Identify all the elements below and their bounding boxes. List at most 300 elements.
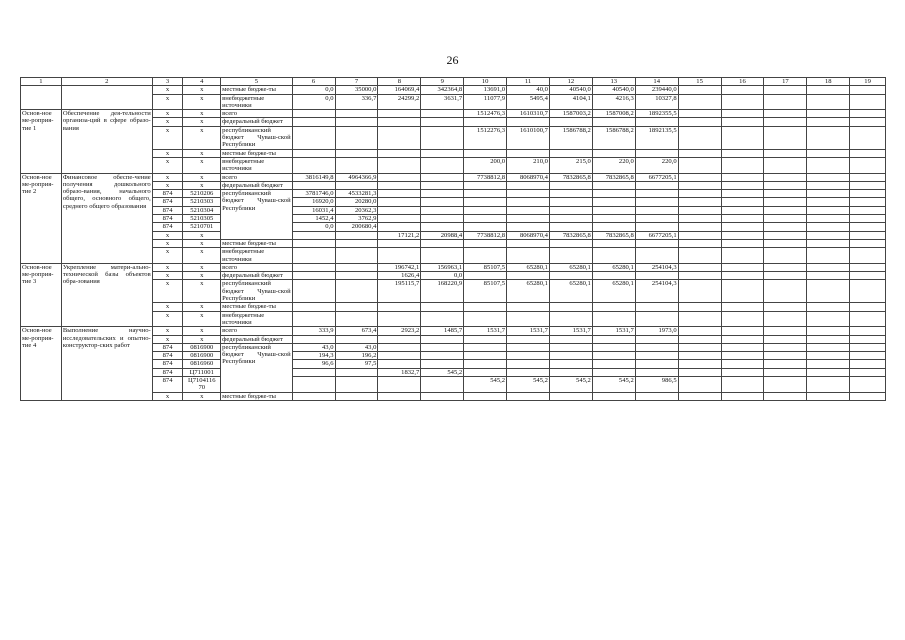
empty-cell [678, 126, 721, 149]
amount-cell [335, 280, 378, 303]
amount-cell: 0,0 [292, 86, 335, 94]
amount-cell [292, 248, 335, 264]
amount-cell [635, 215, 678, 223]
amount-cell [421, 239, 464, 247]
code-grbs-cell: х [152, 335, 183, 343]
code-cs-cell: х [183, 311, 221, 327]
empty-cell [764, 110, 807, 118]
amount-cell [292, 157, 335, 173]
empty-cell [850, 248, 886, 264]
amount-cell [421, 173, 464, 181]
amount-cell: 20988,4 [421, 231, 464, 239]
amount-cell [635, 360, 678, 368]
code-cs-cell: х [183, 303, 221, 311]
amount-cell [292, 280, 335, 303]
amount-cell [378, 311, 421, 327]
amount-cell [507, 335, 550, 343]
empty-cell [721, 311, 764, 327]
amount-cell: 200,0 [464, 157, 507, 173]
amount-cell [421, 206, 464, 214]
funding-source-cell: местные бюдже-ты [221, 86, 292, 94]
code-grbs-cell: 874 [152, 223, 183, 231]
funding-source-cell: внебюджетные источники [221, 157, 292, 173]
empty-cell [764, 368, 807, 376]
amount-cell: 65280,1 [592, 280, 635, 303]
code-grbs-cell: х [152, 126, 183, 149]
amount-cell [592, 248, 635, 264]
amount-cell [635, 392, 678, 400]
empty-cell [678, 352, 721, 360]
amount-cell: 1832,7 [378, 368, 421, 376]
empty-cell [678, 376, 721, 392]
amount-cell: 20280,0 [335, 198, 378, 206]
empty-cell [850, 231, 886, 239]
empty-cell [678, 110, 721, 118]
amount-cell [549, 190, 592, 198]
empty-cell [721, 263, 764, 271]
amount-cell [592, 149, 635, 157]
amount-cell: 1626,4 [378, 272, 421, 280]
amount-cell: 254104,3 [635, 263, 678, 271]
amount-cell: 1610100,7 [507, 126, 550, 149]
amount-cell: 1892355,5 [635, 110, 678, 118]
amount-cell [378, 157, 421, 173]
code-cs-cell: х [183, 86, 221, 94]
empty-cell [807, 149, 850, 157]
empty-cell [850, 126, 886, 149]
empty-cell [678, 335, 721, 343]
column-number: 4 [183, 78, 221, 86]
empty-cell [678, 392, 721, 400]
code-grbs-cell: х [152, 157, 183, 173]
amount-cell [464, 198, 507, 206]
code-cs-cell: х [183, 94, 221, 110]
code-grbs-cell: 874 [152, 352, 183, 360]
empty-cell [721, 392, 764, 400]
amount-cell [292, 376, 335, 392]
amount-cell [464, 181, 507, 189]
empty-cell [721, 157, 764, 173]
amount-cell: 7832865,8 [592, 173, 635, 181]
amount-cell: 3762,9 [335, 215, 378, 223]
funding-source-cell: федеральный бюджет [221, 118, 292, 126]
column-number: 9 [421, 78, 464, 86]
column-number: 2 [61, 78, 152, 86]
amount-cell [464, 206, 507, 214]
event-description-cell: Финансовое обеспе-чение получения дошкольного образо-вания, начального общего, основного общего, среднего общего образования [61, 173, 152, 263]
amount-cell: 6677205,1 [635, 173, 678, 181]
amount-cell: 7832865,8 [549, 173, 592, 181]
amount-cell [464, 368, 507, 376]
code-cs-cell: х [183, 248, 221, 264]
code-grbs-cell: х [152, 392, 183, 400]
amount-cell [292, 239, 335, 247]
empty-cell [678, 360, 721, 368]
column-number: 13 [592, 78, 635, 86]
amount-cell [592, 198, 635, 206]
empty-cell [850, 343, 886, 351]
column-number: 7 [335, 78, 378, 86]
empty-cell [721, 181, 764, 189]
funding-source-cell: внебюджетные источники [221, 94, 292, 110]
amount-cell: 40540,0 [592, 86, 635, 94]
amount-cell: 96,6 [292, 360, 335, 368]
amount-cell: 1587003,2 [549, 110, 592, 118]
empty-cell [850, 368, 886, 376]
amount-cell: 220,0 [592, 157, 635, 173]
funding-source-cell: республиканский бюджет Чуваш-ской Республики [222, 280, 291, 303]
empty-cell [807, 190, 850, 198]
amount-cell: 16031,4 [292, 206, 335, 214]
funding-source-cell: внебюджетные источники [221, 311, 292, 327]
code-cs-cell: х [183, 173, 221, 181]
amount-cell [335, 231, 378, 239]
empty-cell [678, 272, 721, 280]
amount-cell [549, 223, 592, 231]
empty-cell [764, 360, 807, 368]
amount-cell [464, 215, 507, 223]
amount-cell [549, 118, 592, 126]
empty-cell [807, 376, 850, 392]
amount-cell: 85107,5 [464, 280, 507, 303]
amount-cell: 239440,0 [635, 86, 678, 94]
table-row [21, 86, 886, 94]
empty-cell [678, 215, 721, 223]
amount-cell [464, 335, 507, 343]
amount-cell [378, 190, 421, 198]
amount-cell: 2923,2 [378, 327, 421, 335]
amount-cell [378, 118, 421, 126]
code-grbs-cell: х [152, 110, 183, 118]
amount-cell: 3781746,0 [292, 190, 335, 198]
amount-cell: 7738812,8 [464, 231, 507, 239]
code-cs-cell: х [183, 149, 221, 157]
amount-cell: 545,2 [507, 376, 550, 392]
empty-cell [807, 215, 850, 223]
code-cs-cell: 5210701 [183, 223, 221, 231]
empty-cell [807, 327, 850, 335]
amount-cell: 20362,3 [335, 206, 378, 214]
empty-cell [807, 343, 850, 351]
amount-cell [421, 360, 464, 368]
code-grbs-cell: 874 [152, 376, 183, 392]
code-cs-cell: х [183, 272, 221, 280]
amount-cell [635, 190, 678, 198]
amount-cell [421, 376, 464, 392]
amount-cell: 97,5 [335, 360, 378, 368]
table-row [21, 327, 886, 335]
empty-cell [807, 392, 850, 400]
amount-cell [335, 272, 378, 280]
empty-cell [850, 360, 886, 368]
column-number: 10 [464, 78, 507, 86]
amount-cell [635, 149, 678, 157]
amount-cell: 545,2 [549, 376, 592, 392]
funding-source-cell: внебюджетные источники [221, 248, 292, 264]
code-grbs-cell: х [152, 248, 183, 264]
amount-cell [464, 149, 507, 157]
code-grbs-cell: х [152, 181, 183, 189]
amount-cell: 215,0 [549, 157, 592, 173]
code-grbs-cell: 874 [152, 360, 183, 368]
amount-cell [335, 263, 378, 271]
empty-cell [721, 190, 764, 198]
column-number: 5 [221, 78, 292, 86]
empty-cell [721, 173, 764, 181]
funding-source-cell: местные бюдже-ты [221, 149, 292, 157]
funding-source-cell: местные бюдже-ты [221, 392, 292, 400]
code-cs-cell: х [183, 110, 221, 118]
amount-cell: 0,0 [292, 94, 335, 110]
amount-cell [635, 303, 678, 311]
amount-cell [378, 206, 421, 214]
amount-cell [635, 368, 678, 376]
empty-cell [678, 223, 721, 231]
column-number: 19 [850, 78, 886, 86]
empty-cell [850, 263, 886, 271]
amount-cell: 43,0 [292, 343, 335, 351]
empty-cell [807, 280, 850, 303]
empty-cell [850, 149, 886, 157]
empty-cell [850, 280, 886, 303]
amount-cell [335, 157, 378, 173]
amount-cell [507, 181, 550, 189]
empty-cell [678, 248, 721, 264]
amount-cell [378, 110, 421, 118]
empty-cell [764, 231, 807, 239]
amount-cell: 1610310,7 [507, 110, 550, 118]
amount-cell [378, 215, 421, 223]
amount-cell: 1586788,2 [592, 126, 635, 149]
amount-cell [507, 352, 550, 360]
amount-cell [421, 303, 464, 311]
empty-cell [850, 392, 886, 400]
amount-cell: 1531,7 [507, 327, 550, 335]
amount-cell [507, 206, 550, 214]
amount-cell [592, 181, 635, 189]
empty-cell [721, 231, 764, 239]
amount-cell: 1531,7 [549, 327, 592, 335]
amount-cell [464, 248, 507, 264]
amount-cell [507, 311, 550, 327]
empty-cell [807, 198, 850, 206]
amount-cell [421, 126, 464, 149]
amount-cell [635, 181, 678, 189]
amount-cell [592, 206, 635, 214]
code-cs-cell: х [183, 327, 221, 335]
amount-cell [549, 215, 592, 223]
amount-cell [549, 368, 592, 376]
amount-cell [549, 335, 592, 343]
empty-cell [764, 311, 807, 327]
amount-cell [292, 272, 335, 280]
amount-cell: 4964366,9 [335, 173, 378, 181]
column-number: 8 [378, 78, 421, 86]
amount-cell [421, 335, 464, 343]
amount-cell: 333,9 [292, 327, 335, 335]
empty-cell [850, 239, 886, 247]
amount-cell [549, 239, 592, 247]
column-number: 16 [721, 78, 764, 86]
empty-cell [807, 118, 850, 126]
empty-cell [678, 303, 721, 311]
empty-cell [807, 173, 850, 181]
amount-cell [549, 392, 592, 400]
amount-cell [335, 335, 378, 343]
amount-cell [292, 303, 335, 311]
amount-cell: 254104,3 [635, 280, 678, 303]
amount-cell: 13691,0 [464, 86, 507, 94]
amount-cell [378, 343, 421, 351]
empty-cell [764, 327, 807, 335]
amount-cell [378, 126, 421, 149]
event-description-cell: Обеспечение дея-тельности организа-ций в сфере образо-вания [61, 110, 152, 173]
empty-cell [721, 280, 764, 303]
empty-cell [764, 303, 807, 311]
amount-cell [507, 368, 550, 376]
code-grbs-cell: х [152, 239, 183, 247]
empty-cell [721, 360, 764, 368]
empty-cell [721, 149, 764, 157]
amount-cell: 40540,0 [549, 86, 592, 94]
amount-cell [507, 239, 550, 247]
amount-cell [464, 303, 507, 311]
empty-cell [721, 198, 764, 206]
empty-cell [850, 272, 886, 280]
empty-cell [850, 198, 886, 206]
amount-cell [335, 126, 378, 149]
empty-cell [807, 368, 850, 376]
empty-cell [850, 352, 886, 360]
amount-cell [635, 223, 678, 231]
amount-cell [507, 248, 550, 264]
code-grbs-cell: 874 [152, 206, 183, 214]
amount-cell [292, 263, 335, 271]
empty-cell [850, 335, 886, 343]
column-number: 3 [152, 78, 183, 86]
amount-cell [464, 190, 507, 198]
empty-cell [764, 118, 807, 126]
empty-cell [807, 360, 850, 368]
code-grbs-cell: х [152, 86, 183, 94]
amount-cell [592, 239, 635, 247]
amount-cell [421, 181, 464, 189]
empty-cell [678, 94, 721, 110]
empty-cell [721, 368, 764, 376]
empty-cell [721, 343, 764, 351]
amount-cell [549, 206, 592, 214]
amount-cell: 7738812,8 [464, 173, 507, 181]
empty-cell [764, 376, 807, 392]
code-cs-cell: х [183, 231, 221, 239]
amount-cell [335, 303, 378, 311]
empty-cell [764, 86, 807, 94]
code-cs-cell: 5210305 [183, 215, 221, 223]
amount-cell [592, 190, 635, 198]
empty-cell [721, 94, 764, 110]
event-name-cell: Основ-ное ме-роприя-тие 3 [21, 263, 62, 326]
funding-source-cell: местные бюдже-ты [221, 303, 292, 311]
amount-cell [549, 360, 592, 368]
empty-cell [721, 86, 764, 94]
column-number: 11 [507, 78, 550, 86]
amount-cell: 164069,4 [378, 86, 421, 94]
empty-cell [764, 248, 807, 264]
empty-cell [850, 206, 886, 214]
empty-cell [764, 126, 807, 149]
amount-cell: 220,0 [635, 157, 678, 173]
amount-cell [292, 126, 335, 149]
empty-cell [764, 352, 807, 360]
empty-cell [850, 303, 886, 311]
empty-cell [721, 110, 764, 118]
amount-cell [464, 239, 507, 247]
amount-cell: 85107,5 [464, 263, 507, 271]
amount-cell [421, 157, 464, 173]
code-grbs-cell: х [152, 311, 183, 327]
amount-cell: 11077,9 [464, 94, 507, 110]
column-number: 17 [764, 78, 807, 86]
empty-cell [764, 263, 807, 271]
empty-cell [764, 215, 807, 223]
empty-cell [807, 272, 850, 280]
amount-cell [507, 360, 550, 368]
empty-cell [764, 343, 807, 351]
code-grbs-cell: х [152, 280, 183, 303]
amount-cell [464, 352, 507, 360]
amount-cell [592, 272, 635, 280]
amount-cell [335, 149, 378, 157]
amount-cell [635, 272, 678, 280]
amount-cell: 35000,0 [335, 86, 378, 94]
amount-cell [421, 392, 464, 400]
empty-cell [764, 149, 807, 157]
amount-cell [549, 352, 592, 360]
amount-cell [464, 272, 507, 280]
empty-cell [678, 231, 721, 239]
amount-cell [464, 392, 507, 400]
empty-cell [678, 181, 721, 189]
amount-cell [335, 248, 378, 264]
empty-cell [807, 110, 850, 118]
amount-cell [378, 335, 421, 343]
amount-cell [378, 181, 421, 189]
empty-cell [807, 223, 850, 231]
empty-cell [678, 190, 721, 198]
code-grbs-cell: х [152, 94, 183, 110]
amount-cell [464, 223, 507, 231]
empty-cell [678, 118, 721, 126]
empty-cell [807, 352, 850, 360]
funding-source-cell: республиканский бюджет Чуваш-ской Республики [221, 190, 292, 240]
empty-cell [721, 118, 764, 126]
amount-cell: 168220,9 [421, 280, 464, 303]
amount-cell [592, 223, 635, 231]
amount-cell: 5495,4 [507, 94, 550, 110]
empty-cell [678, 280, 721, 303]
amount-cell [592, 352, 635, 360]
amount-cell [421, 198, 464, 206]
amount-cell [549, 149, 592, 157]
amount-cell: 1485,7 [421, 327, 464, 335]
amount-cell [464, 360, 507, 368]
empty-cell [721, 248, 764, 264]
amount-cell [549, 303, 592, 311]
empty-cell [850, 110, 886, 118]
funding-source-cell: всего [221, 110, 292, 118]
code-grbs-cell: х [152, 231, 183, 239]
empty-cell [721, 239, 764, 247]
